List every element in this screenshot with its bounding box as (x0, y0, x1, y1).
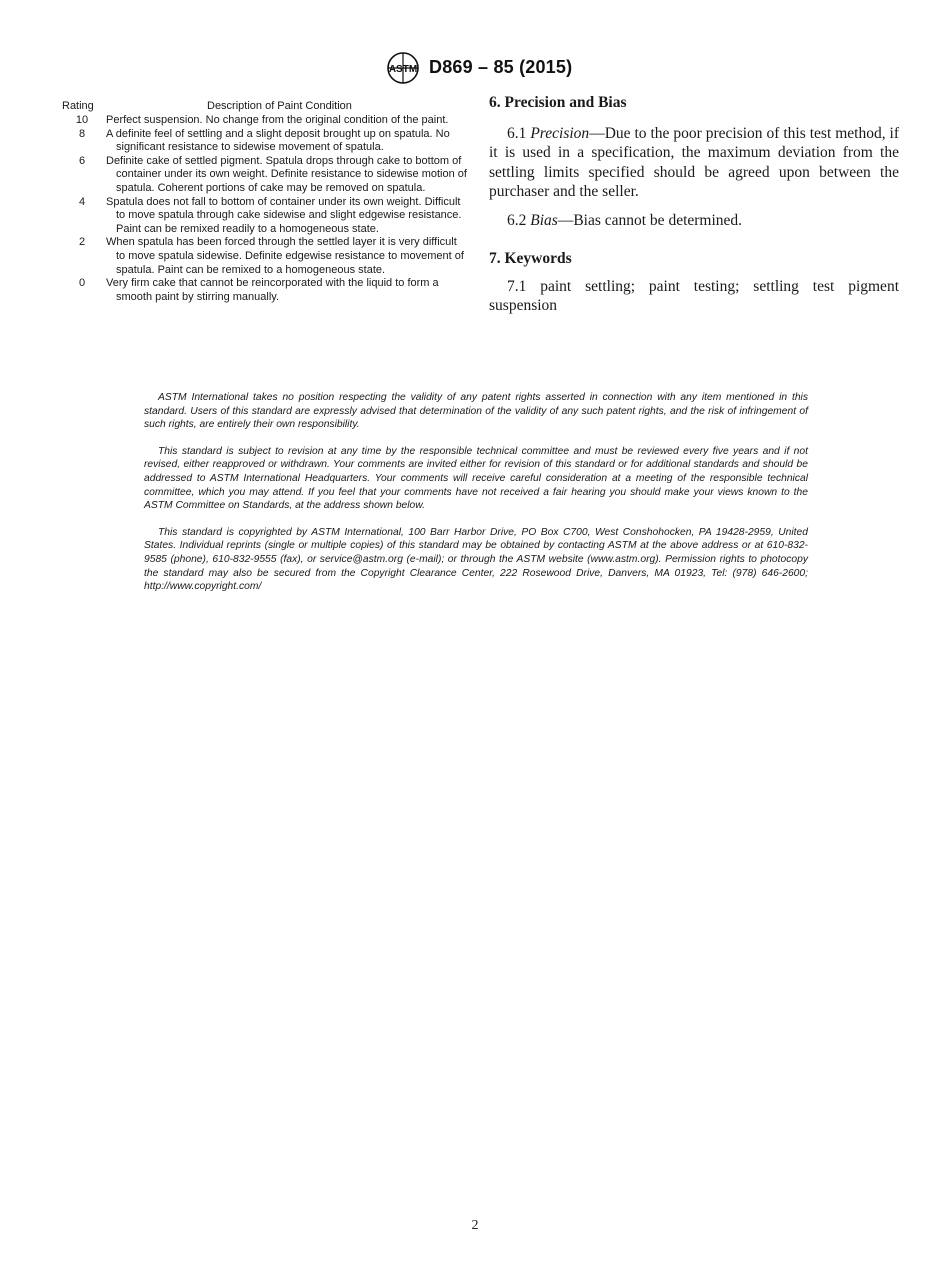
keywords-paragraph: 7.1 paint settling; paint testing; settling test pigment suspension (489, 277, 899, 314)
astm-logo-icon (384, 50, 422, 86)
table-row (52, 277, 472, 304)
right-column (489, 93, 899, 316)
rating-description: Very firm cake that cannot be reincorporated with the liquid to form a smooth paint by stirring manually. (106, 277, 439, 303)
rating-value: 2 (78, 236, 86, 249)
bias-text: —Bias cannot be determined. (557, 211, 743, 229)
rating-description: Spatula does not fall to bottom of container under its own weight. Difficult to move spatula through cake sidewise and slight edgewise resistance. Paint can be remixed readily to a homogeneous state. (106, 195, 462, 235)
precision-text: —Due to the poor precision of this test method, if it is used in a specification, the maximum deviation from the settling limits specified should be agreed upon between the purchaser and the seller. (489, 124, 900, 200)
rating-value: 4 (78, 195, 86, 208)
column-header-description: Description of Paint Condition (207, 100, 352, 112)
table-row (52, 114, 472, 128)
copyright-notice: This standard is copyrighted by ASTM International, 100 Barr Harbor Drive, PO Box C700, West Conshohocken, PA 19428-2959, United States. Individual reprints (single or multiple copies) of this standard may be obtained by contacting ASTM at the above address or at 610-832-9585 (phone), 610-832-9555 (fax), or service@astm.org (e-mail); or through the ASTM website (www.astm.org). Permission rights to photocopy the standard may also be secured from the Copyright Clearance Center, 222 Rosewood Drive, Danvers, MA 01923, Tel: (978) 646-2600; http://www.copyright.com/ (144, 526, 808, 593)
bias-term: Bias (530, 211, 558, 229)
table-row (52, 155, 472, 196)
section-6-heading: 6. Precision and Bias (489, 94, 627, 111)
paragraph-number: 6.2 (507, 211, 531, 229)
paragraph-number: 6.1 (507, 124, 531, 142)
patent-notice: ASTM International takes no position respecting the validity of any patent rights asserted in connection with any item mentioned in this standard. Users of this standard are expressly advised that determination of the validity of any such patent rights, and the risk of infringement of such rights, are entirely their own responsibility. (144, 392, 808, 431)
column-header-rating: Rating (62, 100, 94, 112)
bias-paragraph (489, 211, 899, 231)
page-number: 2 (471, 1218, 479, 1233)
precision-term: Precision (530, 124, 590, 142)
rating-value: 6 (78, 154, 86, 167)
page-header (0, 50, 950, 86)
rating-description: Definite cake of settled pigment. Spatula drops through cake to bottom of container under its own weight. Definite resistance to sidewise motion of spatula. Coherent portions of cake may be removed on spatula. (106, 154, 467, 194)
legal-notices (144, 391, 808, 594)
precision-paragraph (489, 124, 899, 202)
revision-notice: This standard is subject to revision at any time by the responsible technical committee and must be reviewed every five years and if not revised, either reapproved or withdrawn. Your comments are invited either for revision of this standard or for additional standards and should be addressed to ASTM International Headquarters. Your comments will receive careful consideration at a meeting of the responsible technical committee, which you may attend. If you feel that your comments have not received a fair hearing you should make your views known to the ASTM Committee on Standards, at the address shown below. (144, 445, 808, 512)
rating-value: 8 (78, 127, 86, 140)
rating-description: A definite feel of settling and a slight deposit brought up on spatula. No significant resistance to sidewise movement of spatula. (106, 127, 450, 154)
rating-table (52, 100, 472, 304)
document-designation: D869 – 85 (2015) (429, 57, 573, 77)
table-row (52, 236, 472, 277)
table-row (52, 196, 472, 237)
rating-value: 10 (75, 114, 89, 126)
rating-value: 0 (78, 277, 86, 290)
rating-description: When spatula has been forced through the settled layer it is very difficult to move spatula sidewise. Definite edgewise resistance to movement of spatula. Paint can be remixed to a homogeneous state. (106, 236, 464, 276)
rating-table-header (52, 100, 472, 114)
table-row (52, 128, 472, 155)
rating-description: Perfect suspension. No change from the original condition of the paint. (106, 114, 449, 126)
section-7-heading: 7. Keywords (489, 250, 572, 267)
logo-text: ASTM (388, 64, 418, 75)
